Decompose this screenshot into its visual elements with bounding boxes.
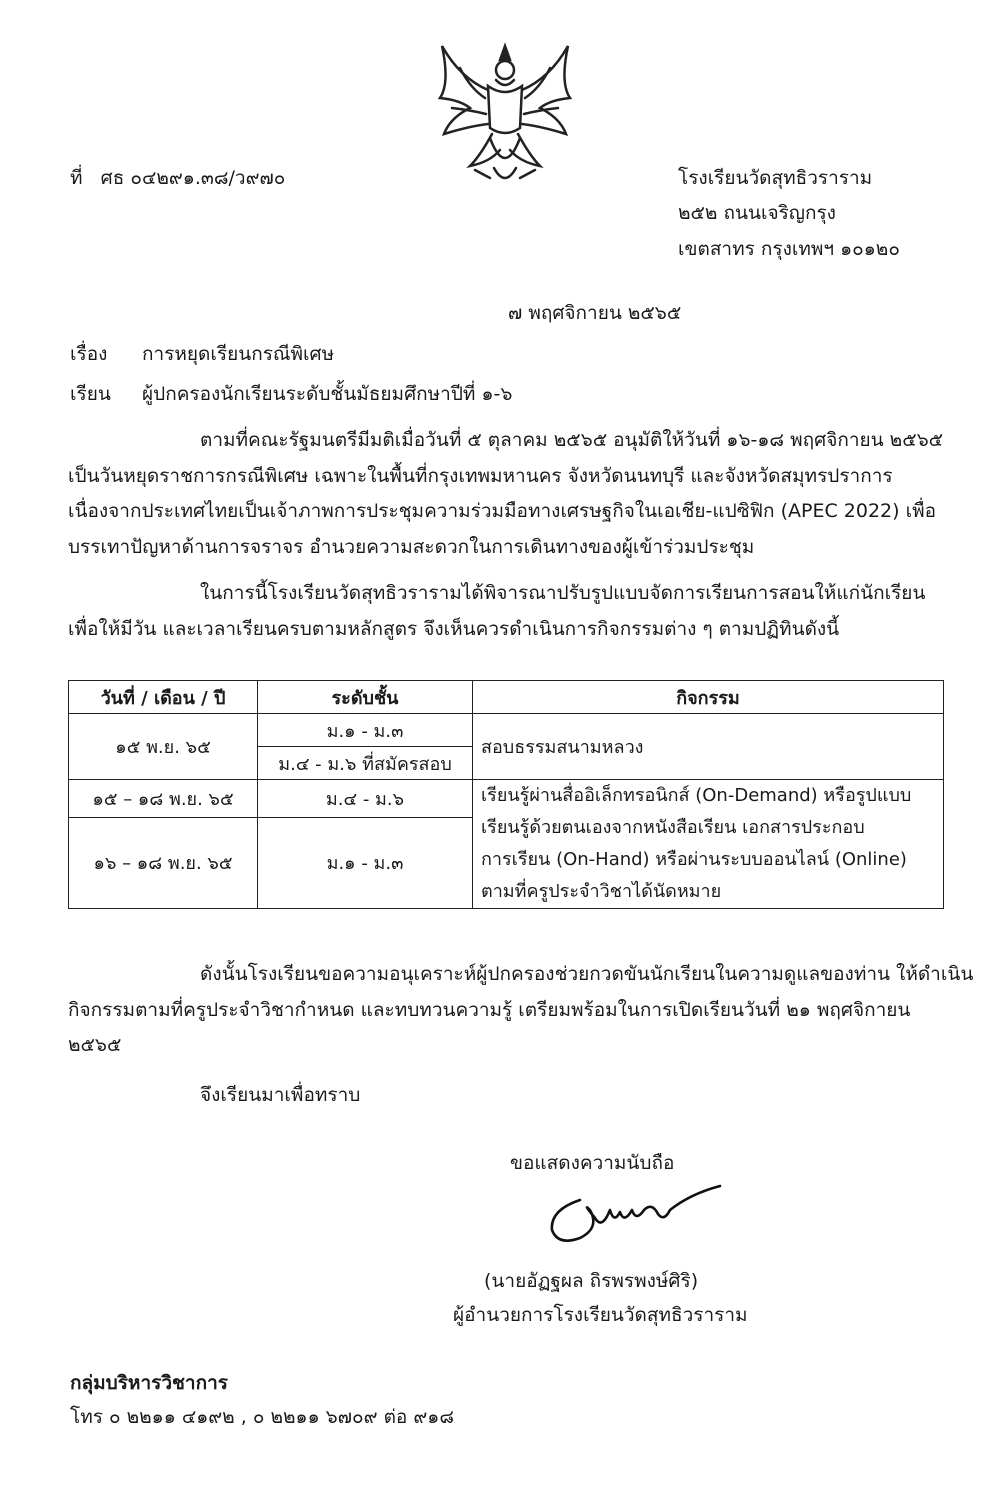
paragraph-line: เนื่องจากประเทศไทยเป็นเจ้าภาพการประชุมความร่วมมือทางเศรษฐกิจในเอเชีย-แปซิฟิก (APEC 2022) เพื่อ — [68, 500, 937, 522]
reference-label: ที่ — [70, 167, 83, 189]
body-paragraph-1 — [68, 423, 946, 565]
row-level: ม.๔ - ม.๖ ที่สมัครสอบ — [258, 747, 473, 780]
paragraph-line: ๒๕๖๕ — [68, 1034, 122, 1056]
body-paragraph-3 — [68, 957, 974, 1064]
row-date: ๑๕ พ.ย. ๖๕ — [69, 714, 258, 780]
closing-request: จึงเรียนมาเพื่อทราบ — [200, 1084, 361, 1106]
column-header-date: วันที่ / เดือน / ปี — [69, 681, 258, 714]
row-date: ๑๖ – ๑๘ พ.ย. ๖๕ — [69, 817, 258, 908]
reference-number: ศธ ๐๔๒๙๑.๓๘/ว๙๗๐ — [100, 167, 286, 189]
paragraph-line: กิจกรรมตามที่ครูประจำวิชากำหนด และทบทวนความรู้ เตรียมพร้อมในการเปิดเรียนวันที่ ๒๑ พฤศจิกายน — [68, 998, 911, 1021]
contact-phone: โทร ๐ ๒๒๑๑ ๔๑๙๒ , ๐ ๒๒๑๑ ๖๗๐๙ ต่อ ๙๑๘ — [70, 1406, 454, 1428]
department-name: กลุ่มบริหารวิชาการ — [70, 1372, 228, 1394]
subject-label: เรื่อง — [70, 343, 108, 365]
row-level: ม.๑ - ม.๓ — [258, 817, 473, 908]
school-name: โรงเรียนวัดสุทธิวราราม — [678, 167, 873, 189]
garuda-emblem-icon — [430, 38, 580, 193]
activity-line: เรียนรู้ด้วยตนเองจากหนังสือเรียน เอกสารประกอบ — [481, 817, 865, 838]
body-paragraph-2 — [68, 576, 946, 647]
row-level: ม.๔ - ม.๖ — [258, 780, 473, 818]
handwritten-signature-icon — [540, 1180, 730, 1250]
row-activity-online — [473, 780, 944, 909]
school-address-line1: ๒๕๒ ถนนเจริญกรุง — [678, 202, 836, 224]
school-address-line2: เขตสาทร กรุงเทพฯ ๑๐๑๒๐ — [678, 238, 900, 260]
column-header-activity: กิจกรรม — [473, 681, 944, 714]
salutation: ขอแสดงความนับถือ — [510, 1152, 675, 1174]
paragraph-line: ดังนั้นโรงเรียนขอความอนุเคราะห์ผู้ปกครองช่วยกวดขันนักเรียนในความดูแลของท่าน ให้ดำเนิน — [200, 963, 974, 985]
activity-line: ตามที่ครูประจำวิชาได้นัดหมาย — [481, 881, 722, 902]
row-level: ม.๑ - ม.๓ — [258, 714, 473, 747]
activity-calendar-table — [68, 680, 944, 909]
subject-text: การหยุดเรียนกรณีพิเศษ — [142, 343, 335, 365]
table-row — [69, 714, 944, 747]
column-header-level: ระดับชั้น — [258, 681, 473, 714]
reference-line — [70, 165, 285, 191]
activity-line: การเรียน (On-Hand) หรือผ่านระบบออนไลน์ (Online) — [481, 849, 907, 870]
paragraph-line: ตามที่คณะรัฐมนตรีมีมติเมื่อวันที่ ๕ ตุลาคม ๒๕๖๕ อนุมัติให้วันที่ ๑๖-๑๘ พฤศจิกายน ๒๕๖๕ — [200, 429, 944, 451]
signatory-name: (นายอัฏฐผล ถิรพรพงษ์ศิริ) — [484, 1270, 699, 1292]
row-activity: สอบธรรมสนามหลวง — [473, 714, 944, 780]
paragraph-line: ในการนี้โรงเรียนวัดสุทธิวรารามได้พิจารณาปรับรูปแบบจัดการเรียนการสอนให้แก่นักเรียน — [200, 582, 926, 604]
paragraph-line: เพื่อให้มีวัน และเวลาเรียนครบตามหลักสูตร จึงเห็นควรดำเนินการกิจกรรมต่าง ๆ ตามปฏิทินดังนี้ — [68, 617, 840, 640]
letter-date: ๗ พฤศจิกายน ๒๕๖๕ — [508, 302, 682, 324]
table-row — [69, 780, 944, 818]
table-header-row — [69, 681, 944, 714]
paragraph-line: บรรเทาปัญหาด้านการจราจร อำนวยความสะดวกในการเดินทางของผู้เข้าร่วมประชุม — [68, 535, 755, 558]
recipient-label: เรียน — [70, 383, 111, 405]
row-date: ๑๕ – ๑๘ พ.ย. ๖๕ — [69, 780, 258, 818]
signatory-position: ผู้อำนวยการโรงเรียนวัดสุทธิวราราม — [453, 1304, 748, 1326]
recipient-text: ผู้ปกครองนักเรียนระดับชั้นมัธยมศึกษาปีที่ ๑-๖ — [142, 383, 513, 405]
paragraph-line: เป็นวันหยุดราชการกรณีพิเศษ เฉพาะในพื้นที่กรุงเทพมหานคร จังหวัดนนทบุรี และจังหวัดสมุทรปราการ — [68, 464, 893, 487]
activity-line: เรียนรู้ผ่านสื่ออิเล็กทรอนิกส์ (On-Demand) หรือรูปแบบ — [481, 785, 912, 806]
